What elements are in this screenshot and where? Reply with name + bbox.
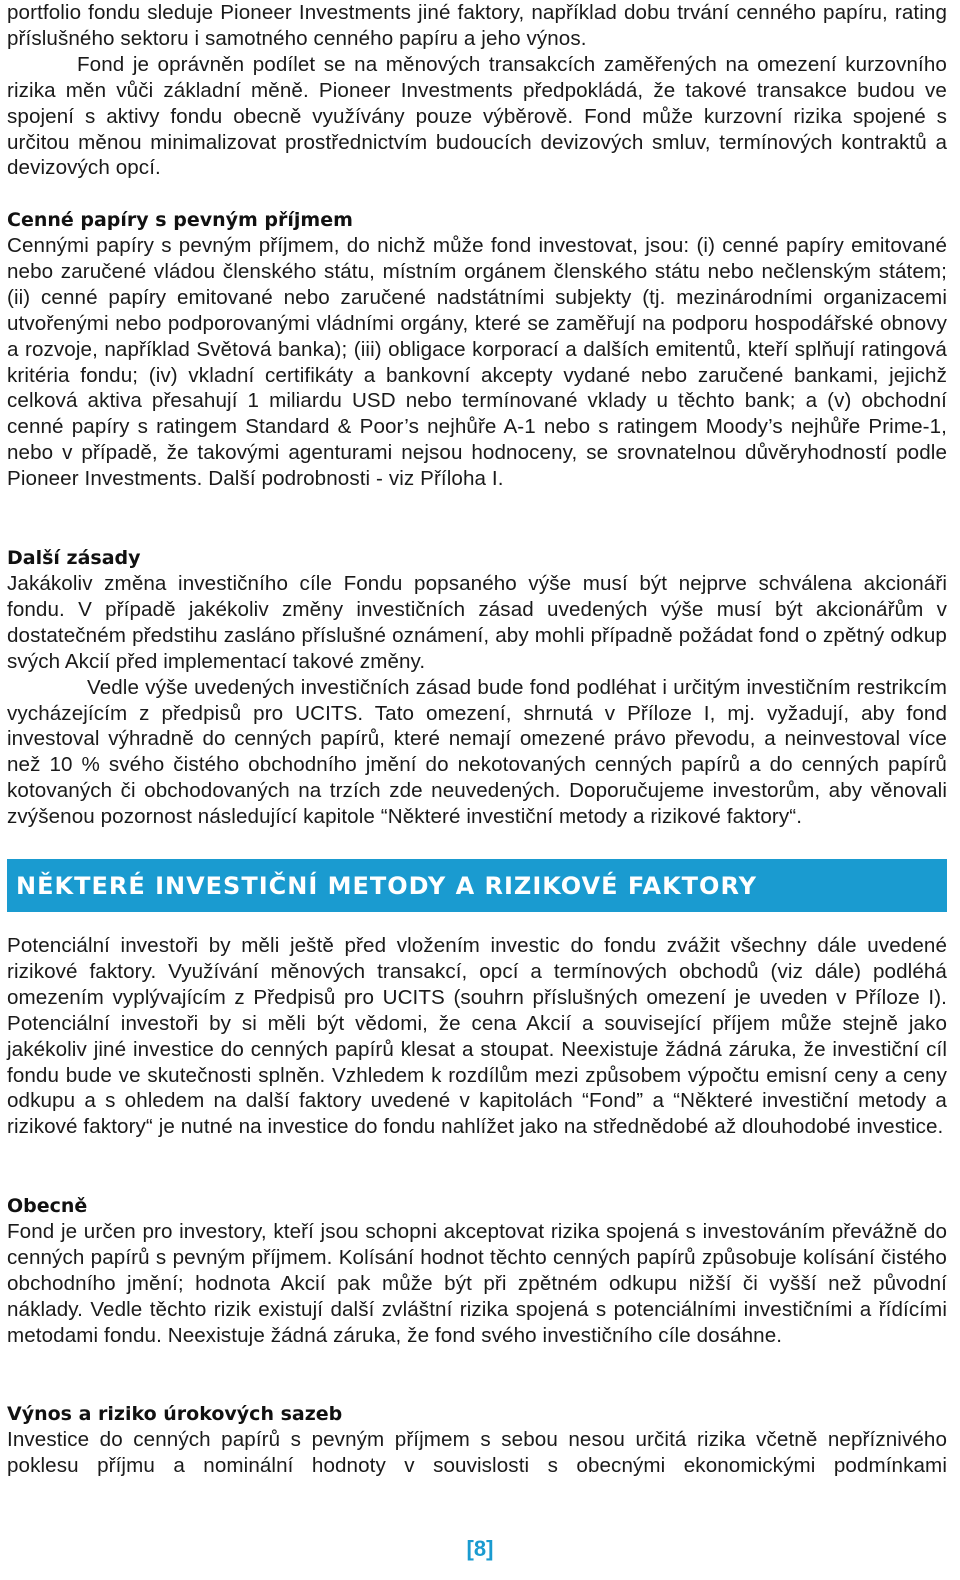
general-heading: Obecně [7, 1195, 88, 1217]
page-number: [8] [466, 1536, 494, 1561]
yield-risk-section [7, 1401, 947, 1479]
intro-section [7, 0, 947, 181]
fixed-income-section [7, 207, 947, 492]
yield-risk-paragraph: Investice do cenných papírů s pevným příjmem s sebou nesou určitá rizika včetně nepříznivého poklesu příjmu a nominální hodnoty v souvislosti s obecnými ekonomickými podmínkami [7, 1428, 947, 1477]
yield-risk-heading: Výnos a riziko úrokových sazeb [7, 1403, 343, 1425]
section-intro [7, 933, 947, 1140]
intro-paragraph-2: Fond je oprávněn podílet se na měnových transakcích zaměřených na omezení kurzovního rizika měn vůči základní měně. Pioneer Investments předpokládá, že takové transakce budou ve spojení s aktivy fondu obecně využívány pouze výběrově. Fond může kurzovní rizika spojené s určitou měnou minimalizovat prostřednictvím budoucích devizových smluv, termínových kontraktů a devizových opcí. [7, 52, 947, 180]
other-principles-section [7, 545, 947, 830]
fixed-income-paragraph: Cennými papíry s pevným příjmem, do nichž může fond investovat, jsou: (i) cenné papíry emitované nebo zaručené vládou členského státu, místním orgánem členského státu nebo nečlenským státem; (ii) cenné papíry emitované nebo zaručené nadstátními subjekty (tj. mezinárodními organizacemi utvořenými nebo podporovanými vládními orgány, které se zaměřují na podporu hospodářské obnovy a rozvoje, například Světová banka); (iii) obligace korporací a dalších emitentů, kteří splňují ratingová kritéria fondu; (iv) vkladní certifikáty a bankovní akcepty vydané nebo zaručené bankami, jejichž celková aktiva přesahují 1 miliardu USD nebo termínované vklady u těchto bank; a (v) obchodní cenné papíry s ratingem Standard & Poor’s nejhůře A-1 nebo s ratingem Moody’s nejhůře Prime-1, nebo v případě, že takovými agenturami nejsou hodnoceny, se srovnatelnou důvěryhodností podle Pioneer Investments. Další podrobnosti - viz Příloha I. [7, 234, 947, 491]
section-banner-title: NĚKTERÉ INVESTIČNÍ METODY A RIZIKOVÉ FAKTORY [16, 871, 757, 900]
section-banner [7, 859, 947, 912]
general-paragraph: Fond je určen pro investory, kteří jsou schopni akceptovat rizika spojená s investováním převážně do cenných papírů s pevným příjmem. Kolísání hodnot těchto cenných papírů způsobuje kolísání čistého obchodního jmění; hodnota Akcií pak může být při zpětném odkupu nižší či vyšší než původní náklady. Vedle těchto rizik existují další zvláštní rizika spojená s potenciálními investičními a řídícími metodami fondu. Neexistuje žádná záruka, že fond svého investičního cíle dosáhne. [7, 1220, 947, 1347]
fixed-income-heading: Cenné papíry s pevným příjmem [7, 209, 353, 231]
intro-paragraph-1: portfolio fondu sleduje Pioneer Investments jiné faktory, například dobu trvání cenného papíru, rating příslušného sektoru i samotného cenného papíru a jeho výnos. [7, 1, 947, 50]
general-section [7, 1193, 947, 1349]
other-principles-paragraph-2: Vedle výše uvedených investičních zásad bude fond podléhat i určitým investičním restrikcím vycházejícím z předpisů pro UCITS. Tato omezení, shrnutá v Příloze I, mj. vyžadují, aby fond investoval výhradně do cenných papírů, které nemají omezené právo převodu, a neinvestoval více než 10 % svého čistého obchodního jmění do nekotovaných cenných papírů a do cenných papírů kotovaných či obchodovaných na trzích zde neuvedených. Doporučujeme investorům, aby věnovali zvýšenou pozornost následující kapitole “Některé investiční metody a rizikové faktory“. [7, 675, 947, 829]
other-principles-heading: Další zásady [7, 547, 141, 569]
section-intro-paragraph: Potenciální investoři by měli ještě před vložením investic do fondu zvážit všechny dále uvedené rizikové faktory. Využívání měnových transakcí, opcí a termínových obchodů (viz dále) podléhá omezením vyplývajícím z Předpisů pro UCITS (souhrn příslušných omezení je uveden v Příloze I). Potenciální investoři by si měli být vědomi, že cena Akcií a související příjem může stejně jako jakékoliv jiné investice do cenných papírů klesat a stoupat. Neexistuje žádná záruka, že investiční cíl fondu bude ve skutečnosti splněn. Vzhledem k rozdílům mezi způsobem výpočtu emisní ceny a ceny odkupu a s ohledem na další faktory uvedené v kapitolách “Fond” a “Některé investiční metody a rizikové faktory“ je nutné na investice do fondu nahlížet jako na střednědobé až dlouhodobé investice. [7, 934, 947, 1139]
other-principles-paragraph-1: Jakákoliv změna investičního cíle Fondu popsaného výše musí být nejprve schválena akcionáři fondu. V případě jakékoliv změny investičních zásad uvedených výše musí být akcionářům v dostatečném předstihu zasláno příslušné oznámení, aby mohli případně požádat fond o zpětný odkup svých Akcií před implementací takové změny. [7, 572, 947, 673]
